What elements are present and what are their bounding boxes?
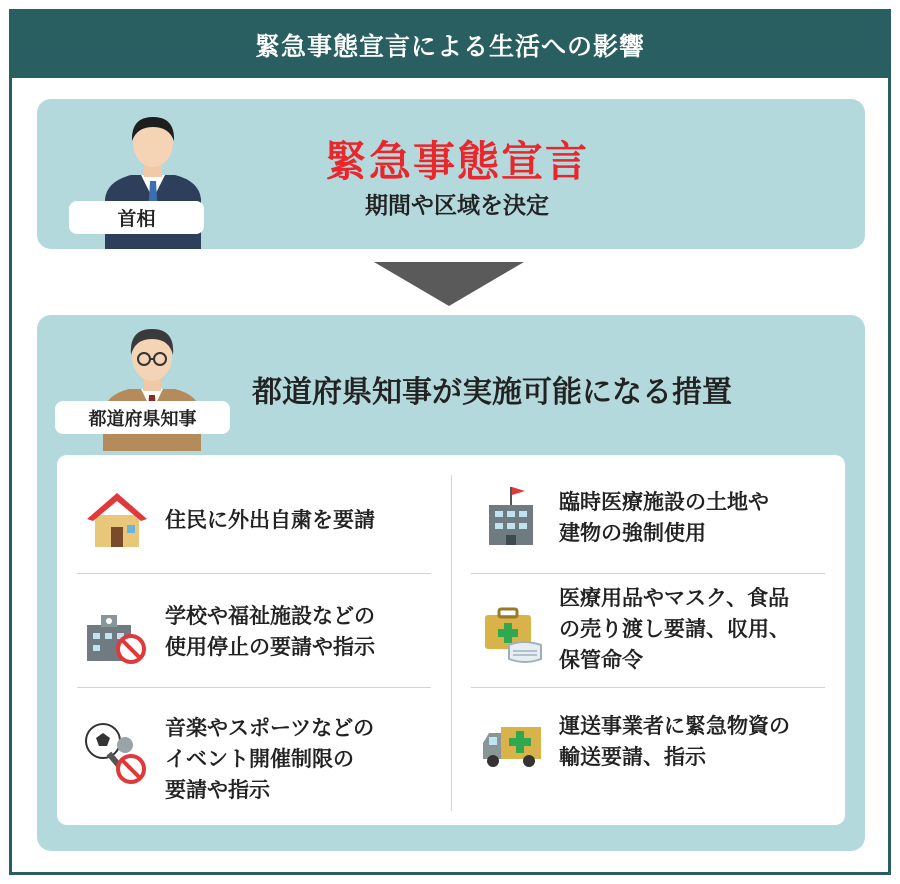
measure-item-emergency-transport: 運送事業者に緊急物資の 輸送要請、指示 (559, 714, 790, 769)
medical-kit-mask-icon (481, 603, 545, 667)
school-prohibited-icon (83, 601, 147, 665)
house-icon (85, 487, 149, 551)
header-title: 緊急事態宣言による生活への影響 (254, 32, 645, 61)
declaration-panel (37, 99, 865, 249)
measures-title: 都道府県知事が実施可能になる措置 (252, 375, 732, 410)
medical-truck-icon (481, 713, 545, 777)
measure-item-facility-closure: 学校や福祉施設などの 使用停止の要請や指示 (165, 604, 375, 659)
measures-card (57, 455, 845, 825)
soccer-ball-microphone-prohibited-icon (83, 721, 147, 785)
measure-item-medical-supplies: 医療用品やマスク、食品 の売り渡し要請、収用、 保管命令 (559, 586, 790, 672)
declaration-subtitle: 期間や区域を決定 (365, 193, 549, 219)
measure-item-event-restrictions: 音楽やスポーツなどの イベント開催制限の 要請や指示 (165, 716, 375, 802)
infographic-frame (9, 9, 891, 875)
row-divider (77, 687, 431, 688)
declaration-title: 緊急事態宣言 (324, 137, 589, 186)
hospital-building-icon (479, 483, 543, 547)
column-divider (451, 475, 452, 811)
measure-item-stay-home: 住民に外出自粛を要請 (165, 508, 375, 532)
measures-panel (37, 315, 865, 851)
governor-label: 都道府県知事 (55, 401, 230, 434)
row-divider (471, 573, 825, 574)
down-arrow-icon (374, 262, 524, 306)
measure-item-temporary-medical-facilities: 臨時医療施設の土地や 建物の強制使用 (559, 490, 769, 545)
row-divider (77, 573, 431, 574)
row-divider (471, 687, 825, 688)
header-bar (12, 12, 888, 78)
prime-minister-label: 首相 (69, 201, 204, 234)
